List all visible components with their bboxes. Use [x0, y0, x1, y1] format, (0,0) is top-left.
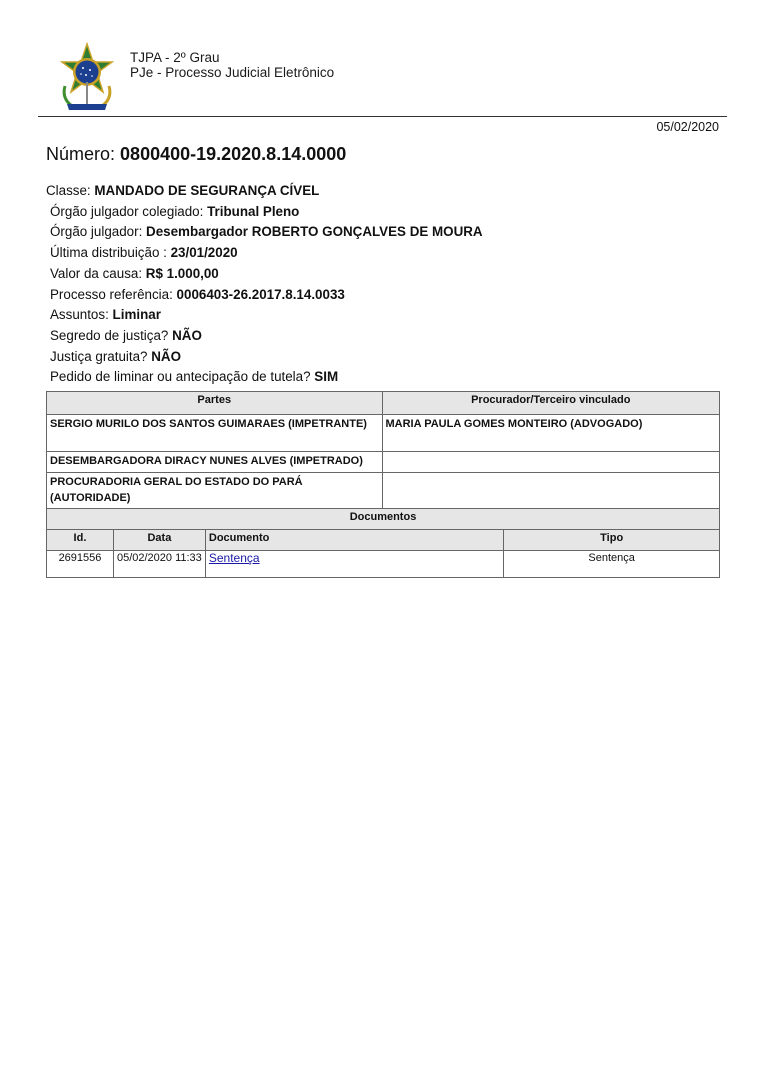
- field-label: Classe:: [46, 183, 91, 198]
- field-orgao-julgador: [46, 222, 483, 243]
- header-divider: [38, 116, 727, 117]
- field-classe: [46, 181, 483, 202]
- field-segredo-justica: [46, 326, 483, 347]
- field-label: Valor da causa:: [50, 265, 143, 281]
- field-processo-referencia: [46, 285, 483, 306]
- header-procurador: Procurador/Terceiro vinculado: [382, 392, 720, 415]
- field-label: Órgão julgador colegiado:: [50, 203, 204, 219]
- documentos-title: Documentos: [47, 509, 720, 530]
- field-value: SIM: [314, 369, 339, 385]
- field-value: NÃO: [172, 327, 202, 343]
- brazil-coat-of-arms-icon: [55, 42, 119, 114]
- procurador-cell: MARIA PAULA GOMES MONTEIRO (ADVOGADO): [382, 415, 720, 452]
- field-label: Assuntos:: [50, 307, 109, 323]
- court-name: TJPA - 2º Grau: [130, 50, 220, 65]
- field-value: R$ 1.000,00: [145, 265, 219, 281]
- document-link[interactable]: Sentença: [208, 551, 260, 565]
- field-value: 0006403-26.2017.8.14.0033: [176, 286, 345, 302]
- header-id: Id.: [47, 530, 114, 551]
- header-tipo: Tipo: [504, 530, 720, 551]
- field-label: Justiça gratuita?: [50, 348, 148, 364]
- process-number-value: 0800400-19.2020.8.14.0000: [120, 144, 347, 164]
- field-value: NÃO: [151, 348, 182, 364]
- partes-table: [46, 391, 720, 510]
- table-row: [47, 473, 720, 510]
- parte-cell: SERGIO MURILO DOS SANTOS GUIMARAES (IMPETRANTE): [47, 415, 383, 452]
- field-label: Órgão julgador:: [50, 224, 143, 240]
- header-text-block: [130, 50, 334, 80]
- field-label: Última distribuição :: [50, 245, 167, 261]
- doc-name-cell: [205, 551, 503, 578]
- table-title-row: [47, 509, 720, 530]
- system-name: PJe - Processo Judicial Eletrônico: [130, 65, 335, 80]
- field-pedido-liminar: [46, 367, 483, 388]
- procurador-cell: [382, 452, 720, 473]
- field-justica-gratuita: [46, 347, 483, 368]
- field-assuntos: [46, 305, 483, 326]
- documentos-table: [46, 508, 720, 578]
- field-value: Liminar: [112, 307, 161, 323]
- field-label: Pedido de liminar ou antecipação de tutela?: [50, 369, 311, 385]
- process-number-label: Número:: [46, 144, 116, 164]
- doc-type-cell: Sentença: [504, 551, 720, 578]
- table-row: [47, 452, 720, 473]
- header-partes: Partes: [47, 392, 383, 415]
- parte-cell: DESEMBARGADORA DIRACY NUNES ALVES (IMPETRADO): [47, 452, 383, 473]
- process-number: [46, 144, 346, 164]
- field-value: MANDADO DE SEGURANÇA CÍVEL: [94, 183, 320, 198]
- table-header-row: [47, 530, 720, 551]
- field-value: Tribunal Pleno: [207, 203, 300, 219]
- field-value: Desembargador ROBERTO GONÇALVES DE MOURA: [146, 224, 483, 240]
- table-row: [47, 551, 720, 578]
- table-header-row: [47, 392, 720, 415]
- table-row: [47, 415, 720, 452]
- field-label: Segredo de justiça?: [50, 327, 169, 343]
- page-header: [55, 42, 720, 114]
- process-fields: [46, 181, 483, 388]
- field-value: 23/01/2020: [170, 245, 238, 261]
- field-valor-causa: [46, 264, 483, 285]
- print-date: 05/02/2020: [656, 120, 719, 134]
- parte-cell: PROCURADORIA GERAL DO ESTADO DO PARÁ (AUTORIDADE): [47, 473, 383, 510]
- header-documento: Documento: [205, 530, 503, 551]
- field-label: Processo referência:: [50, 286, 173, 302]
- header-data: Data: [113, 530, 205, 551]
- procurador-cell: [382, 473, 720, 510]
- field-ultima-distribuicao: [46, 243, 483, 264]
- doc-date-cell: 05/02/2020 11:33: [113, 551, 205, 578]
- field-orgao-colegiado: [46, 202, 483, 223]
- doc-id-cell: 2691556: [47, 551, 114, 578]
